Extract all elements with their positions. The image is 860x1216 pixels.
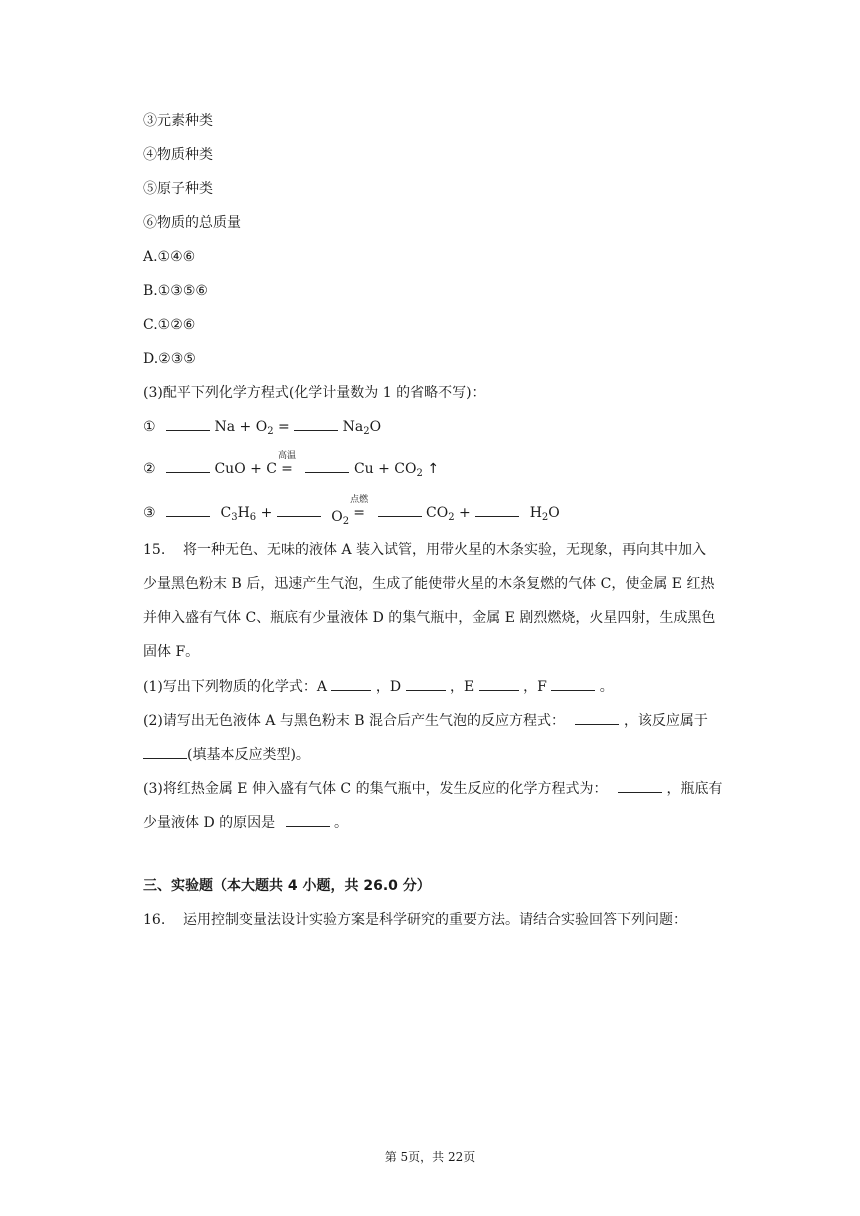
eq3-marker: ③ (143, 505, 156, 521)
equation-2 (143, 451, 440, 479)
q15-sub3-line-1: (3)将红热金属 E 伸入盛有气体 C 的集气瓶中，发生反应的化学方程式为： ，瓶底有 (143, 778, 722, 799)
blank-reaction-type[interactable] (143, 744, 187, 759)
eq3-blank-1[interactable] (166, 502, 210, 517)
q15-line-4: 固体 F。 (143, 644, 200, 660)
eq3-o2: $O_2$ (331, 509, 350, 527)
option-substance-types: ④物质种类 (143, 147, 213, 163)
eq2-blank-2[interactable] (305, 458, 349, 473)
choice-a: A.①④⑥ (143, 249, 196, 265)
eq1-subscript: 2 (267, 426, 274, 437)
eq3-co2: $CO_2$ + (426, 505, 471, 523)
eq2-marker: ② (143, 461, 156, 477)
choice-b: B.①③⑤⑥ (143, 283, 208, 299)
equation-1: ① $Na + O_2 = Na_2O$ (143, 416, 381, 437)
eq3-blank-3[interactable] (378, 502, 422, 517)
option-total-mass: ⑥物质的总质量 (143, 215, 241, 231)
q15-number: 15. (143, 542, 166, 558)
eq2-reactants: CuO + C (214, 461, 278, 477)
blank-f[interactable] (551, 676, 595, 691)
eq3-h2o: $H_2O$ (529, 505, 560, 523)
eq3-blank-4[interactable] (475, 502, 519, 517)
blank-reaction-equation[interactable] (575, 710, 619, 725)
gas-arrow-icon: ↑ (427, 461, 440, 477)
eq1-blank-2[interactable] (294, 416, 338, 431)
choice-d: D.②③⑤ (143, 351, 196, 367)
eq1-product-o: O (369, 419, 382, 435)
eq1-product-subscript: 2 (363, 426, 370, 437)
eq2-condition: 高温 (278, 451, 297, 461)
q15-line-2: 少量黑色粉末 B 后，迅速产生气泡，生成了能使带火星的木条复燃的气体 C，使金属 E 红热 (143, 576, 715, 592)
eq3-equals: = 点燃 (349, 503, 369, 523)
blank-reason[interactable] (286, 812, 330, 827)
eq3-c3h6: $C_3H_6$ + (220, 505, 273, 523)
q15-line-3: 并伸入盛有气体 C、瓶底有少量液体 D 的集气瓶中，金属 E 剧烈燃烧，火星四射，生成黑色 (143, 610, 716, 626)
eq1-product-na: Na (342, 419, 364, 435)
q15-sub2-line-1: (2)请写出无色液体 A 与黑色粉末 B 混合后产生气泡的反应方程式： ，该反应属于 (143, 710, 708, 731)
eq2-products: Cu + CO (353, 461, 417, 477)
q15-line-1: 15. 将一种无色、无味的液体 A 装入试管，用带火星的木条实验，无现象，再向其中加入 (143, 542, 707, 558)
eq1-blank-1[interactable] (166, 416, 210, 431)
page-footer: 第 5页，共 22页 (384, 1150, 476, 1164)
option-atom-types: ⑤原子种类 (143, 181, 213, 197)
blank-e[interactable] (479, 676, 519, 691)
eq3-condition: 点燃 (350, 495, 369, 505)
part3-prompt: (3)配平下列化学方程式(化学计量数为 1 的省略不写)： (143, 385, 486, 401)
equation-3 (143, 495, 560, 527)
blank-a[interactable] (331, 676, 371, 691)
blank-combustion-equation[interactable] (618, 778, 662, 793)
blank-d[interactable] (406, 676, 446, 691)
q15-sub1: (1)写出下列物质的化学式：A ，D ，E ，F 。 (143, 676, 614, 697)
eq3-blank-2[interactable] (277, 502, 321, 517)
eq1-reactant-o: O (255, 419, 268, 435)
q15-sub3-line-2: 少量液体 D 的原因是 。 (143, 812, 348, 833)
eq1-marker: ① (143, 419, 156, 435)
q15-sub2-line-2: (填基本反应类型)。 (143, 744, 310, 765)
q16-line: 16. 运用控制变量法设计实验方案是科学研究的重要方法。请结合实验回答下列问题： (143, 912, 687, 928)
eq2-subscript: 2 (416, 468, 423, 479)
eq2-blank-1[interactable] (166, 458, 210, 473)
q16-number: 16. (143, 912, 166, 928)
eq1-reactant-na: Na (214, 419, 236, 435)
option-element-types: ③元素种类 (143, 113, 213, 129)
section-heading: 三、实验题（本大题共 4 小题，共 26.0 分） (143, 878, 431, 894)
choice-c: C.①②⑥ (143, 317, 196, 333)
eq2-equals: = 高温 (277, 459, 297, 479)
